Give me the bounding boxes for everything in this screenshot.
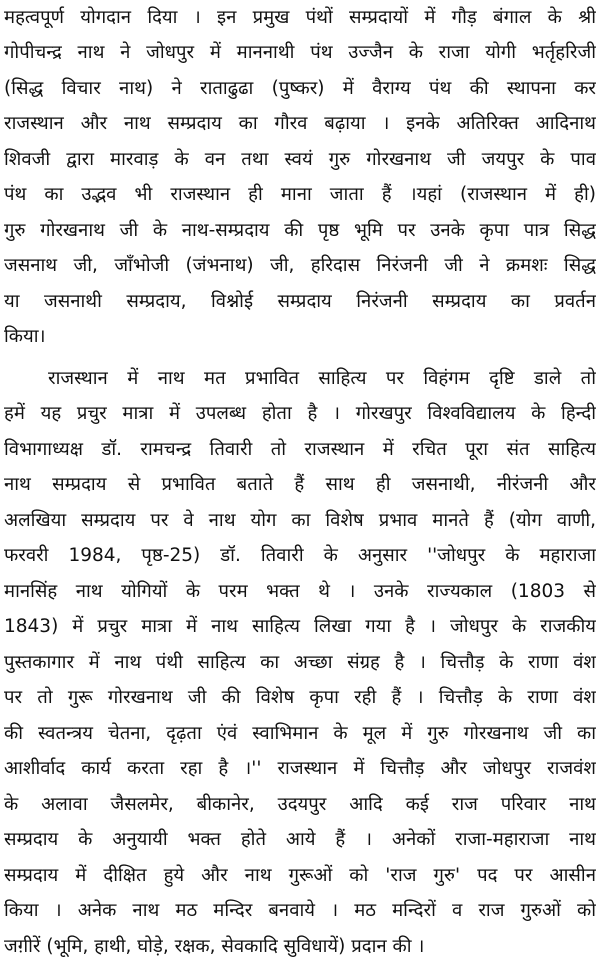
text-line: विभागाध्यक्ष डॉ. रामचन्द्र तिवारी तो राजस्थान में रचित पूरा संत साहित्य — [4, 439, 596, 460]
text-line: राजस्थान में नाथ मत प्रभावित साहित्य पर विहंगम दृष्टि डाले तो — [48, 368, 596, 389]
text-line: राजस्थान और नाथ सम्प्रदाय का गौरव बढ़ाया । इनके अतिरिक्त आदिनाथ — [4, 113, 596, 134]
text-line: जसनाथ जी, जाँभोजी (जंभनाथ) जी, हरिदास निरंजनी जी ने क्रमशः सिद्ध — [4, 255, 596, 276]
text-line: 1843) में प्रचुर मात्रा में नाथ साहित्य लिखा गया है । जोधपुर के राजकीय — [4, 616, 596, 637]
text-line: अलखिया सम्प्रदाय पर वे नाथ योग का विशेष प्रभाव मानते हैं (योग वाणी, — [4, 510, 596, 531]
text-line: गोपीचन्द्र नाथ ने जोधपुर में माननाथी पंथ उज्जैन के राजा योगी भर्तृहरिजी — [4, 42, 596, 63]
document-page — [4, 0, 596, 978]
text-line: पर तो गुरू गोरखनाथ जी की विशेष कृपा रही हैं । चित्तौड़ के राणा वंश — [4, 687, 596, 708]
text-line: महत्वपूर्ण योगदान दिया । इन प्रमुख पंथों सम्प्रदायों में गौड़ बंगाल के श्री — [4, 7, 596, 28]
text-line: पुस्तकागार में नाथ पंथी साहित्य का अच्छा संग्रह है । चित्तौड़ के राणा वंश — [4, 652, 596, 673]
text-line: पंथ का उद्भव भी राजस्थान ही माना जाता हैं ।यहां (राजस्थान में ही) — [4, 184, 596, 205]
text-line: की स्वतन्त्रय चेतना, दृढ़ता एंवं स्वाभिमान के मूल में गुरु गोरखनाथ जी का — [4, 723, 596, 744]
text-line: जग़ीरें (भूमि, हाथी, घोड़े, रक्षक, सेवकादि सुविधायें) प्रदान की । — [4, 936, 425, 957]
text-line: आशीर्वाद कार्य करता रहा है ।'' राजस्थान में चित्तौड़ और जोधपुर राजवंश — [4, 758, 596, 779]
text-line: सम्प्रदाय के अनुयायी भक्त होते आये हैं । अनेकों राजा-महाराजा नाथ — [4, 829, 596, 850]
text-line: सम्प्रदाय में दीक्षित हुये और नाथ गुरूओं को 'राज गुरु' पद पर आसीन — [4, 865, 596, 886]
text-line: किया । अनेक नाथ मठ मन्दिर बनवाये । मठ मन्दिरों व राज गुरुओं को — [4, 900, 596, 921]
text-line: नाथ सम्प्रदाय से प्रभावित बताते हैं साथ ही जसनाथी, नीरंजनी और — [4, 474, 596, 495]
text-line: मानसिंह नाथ योगियों के परम भक्त थे । उनके राज्यकाल (1803 से — [4, 581, 596, 602]
text-line: शिवजी द्वारा मारवाड़ के वन तथा स्वयं गुरु गोरखनाथ जी जयपुर के पाव — [4, 149, 596, 170]
text-line: गुरु गोरखनाथ जी के नाथ-सम्प्रदाय की पृष्ठ भूमि पर उनके कृपा पात्र सिद्ध — [4, 220, 596, 241]
text-line: किया। — [4, 326, 46, 347]
text-line: हमें यह प्रचुर मात्रा में उपलब्ध होता है । गोरखपुर विश्वविद्यालय के हिन्दी — [4, 403, 596, 424]
text-line: या जसनाथी सम्प्रदाय, विश्नोई सम्प्रदाय निरंजनी सम्प्रदाय का प्रवर्तन — [4, 291, 596, 312]
text-line: के अलावा जैसलमेर, बीकानेर, उदयपुर आदि कई राज परिवार नाथ — [4, 794, 596, 815]
text-line: फरवरी 1984, पृष्ठ-25) डॉ. तिवारी के अनुसार ''जोधपुर के महाराजा — [4, 545, 596, 566]
text-line: (सिद्ध विचार नाथ) ने राताढुढा (पुष्कर) में वैराग्य पंथ की स्थापना कर — [4, 78, 596, 99]
